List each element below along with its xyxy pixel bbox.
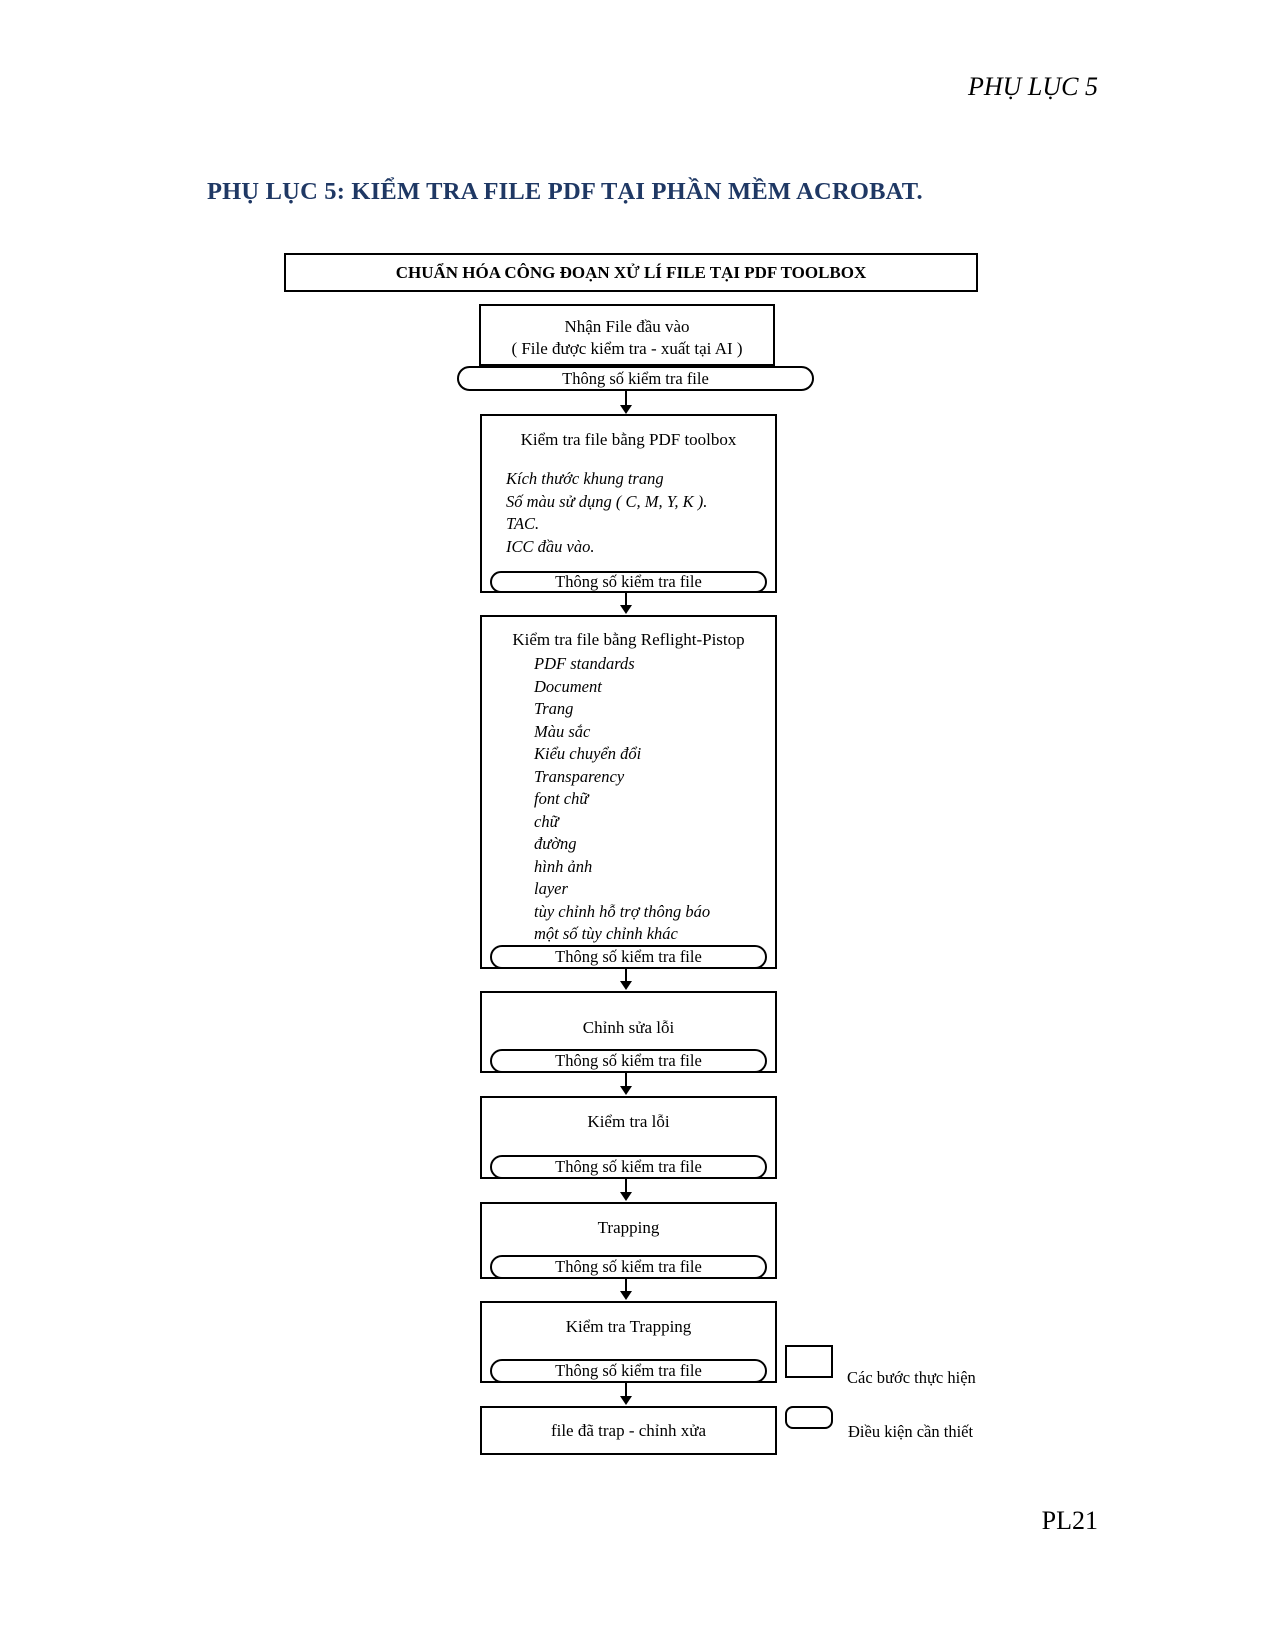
list-item: hình ảnh [534, 856, 593, 876]
arrow-down-icon [620, 605, 632, 614]
step-receive-input [479, 304, 775, 366]
step-pdf-toolbox [480, 414, 777, 593]
arrow-down-icon [620, 1192, 632, 1201]
list-item: TAC. [506, 514, 540, 533]
list-item: một số tùy chỉnh khác [534, 924, 678, 943]
step-receive-input-line2: ( File được kiểm tra - xuất tại AI ) [511, 339, 743, 358]
connector-line [625, 969, 627, 981]
flowchart-top-label: CHUẨN HÓA CÔNG ĐOẠN XỬ LÍ FILE TẠI PDF TOOLBOX [284, 253, 978, 292]
step-final-file: file đã trap - chỉnh xửa [480, 1406, 777, 1455]
list-item: Số màu sử dụng ( C, M, Y, K ). [506, 491, 708, 511]
list-item: ICC đầu vào. [506, 536, 595, 556]
arrow-down-icon [620, 405, 632, 414]
condition-pill: Thông số kiểm tra file [457, 366, 814, 391]
list-item: Màu sắc [534, 721, 591, 741]
list-item: Kiểu chuyển đổi [534, 744, 642, 763]
connector-line [625, 1179, 627, 1192]
condition-pill: Thông số kiểm tra file [490, 1255, 767, 1279]
list-item: Kích thước khung trang [506, 469, 664, 488]
connector-line [625, 1073, 627, 1086]
condition-pill: Thông số kiểm tra file [490, 1049, 767, 1073]
step-check-trapping-title: Kiểm tra Trapping [565, 1317, 692, 1336]
arrow-down-icon [620, 1396, 632, 1405]
connector-line [625, 391, 627, 405]
step-reflight-pistop [480, 615, 777, 969]
list-item: Trang [534, 699, 574, 718]
condition-pill: Thông số kiểm tra file [490, 1359, 767, 1383]
list-item: tùy chỉnh hỗ trợ thông báo [534, 901, 711, 921]
list-item: Transparency [534, 766, 625, 786]
step-reflight-pistop-title: Kiểm tra file bằng Reflight-Pistop [512, 630, 745, 649]
step-pdf-toolbox-title: Kiểm tra file bằng PDF toolbox [520, 430, 737, 449]
page-section-header: PHỤ LỤC 5 [967, 72, 1098, 101]
step-check-errors-title: Kiểm tra lỗi [587, 1112, 670, 1131]
connector-line [625, 593, 627, 605]
condition-pill: Thông số kiểm tra file [490, 945, 767, 969]
step-pdf-toolbox-list [506, 468, 707, 558]
list-item: Document [534, 676, 602, 696]
list-item: font chữ [534, 789, 589, 808]
arrow-down-icon [620, 1086, 632, 1095]
step-fix-errors-title: Chỉnh sửa lỗi [582, 1018, 675, 1037]
condition-pill: Thông số kiểm tra file [490, 571, 767, 593]
list-item: đường [534, 834, 577, 853]
page-title: PHỤ LỤC 5: KIỂM TRA FILE PDF TẠI PHẦN MỀM ACROBAT. [207, 178, 923, 205]
list-item: layer [534, 879, 568, 898]
legend-condition-symbol [785, 1406, 833, 1429]
connector-line [625, 1383, 627, 1396]
page-number: PL21 [1041, 1506, 1098, 1535]
condition-pill: Thông số kiểm tra file [490, 1155, 767, 1179]
list-item: chữ [534, 811, 559, 831]
connector-line [625, 1279, 627, 1291]
step-trapping-title: Trapping [597, 1218, 660, 1237]
legend-process-symbol [785, 1345, 833, 1378]
arrow-down-icon [620, 981, 632, 990]
arrow-down-icon [620, 1291, 632, 1300]
list-item: PDF standards [534, 654, 635, 673]
legend-condition-label: Điều kiện cần thiết [848, 1422, 974, 1441]
step-reflight-pistop-list [534, 653, 710, 946]
step-receive-input-line1: Nhận File đầu vào [564, 317, 690, 336]
legend-process-label: Các bước thực hiện [847, 1368, 976, 1387]
